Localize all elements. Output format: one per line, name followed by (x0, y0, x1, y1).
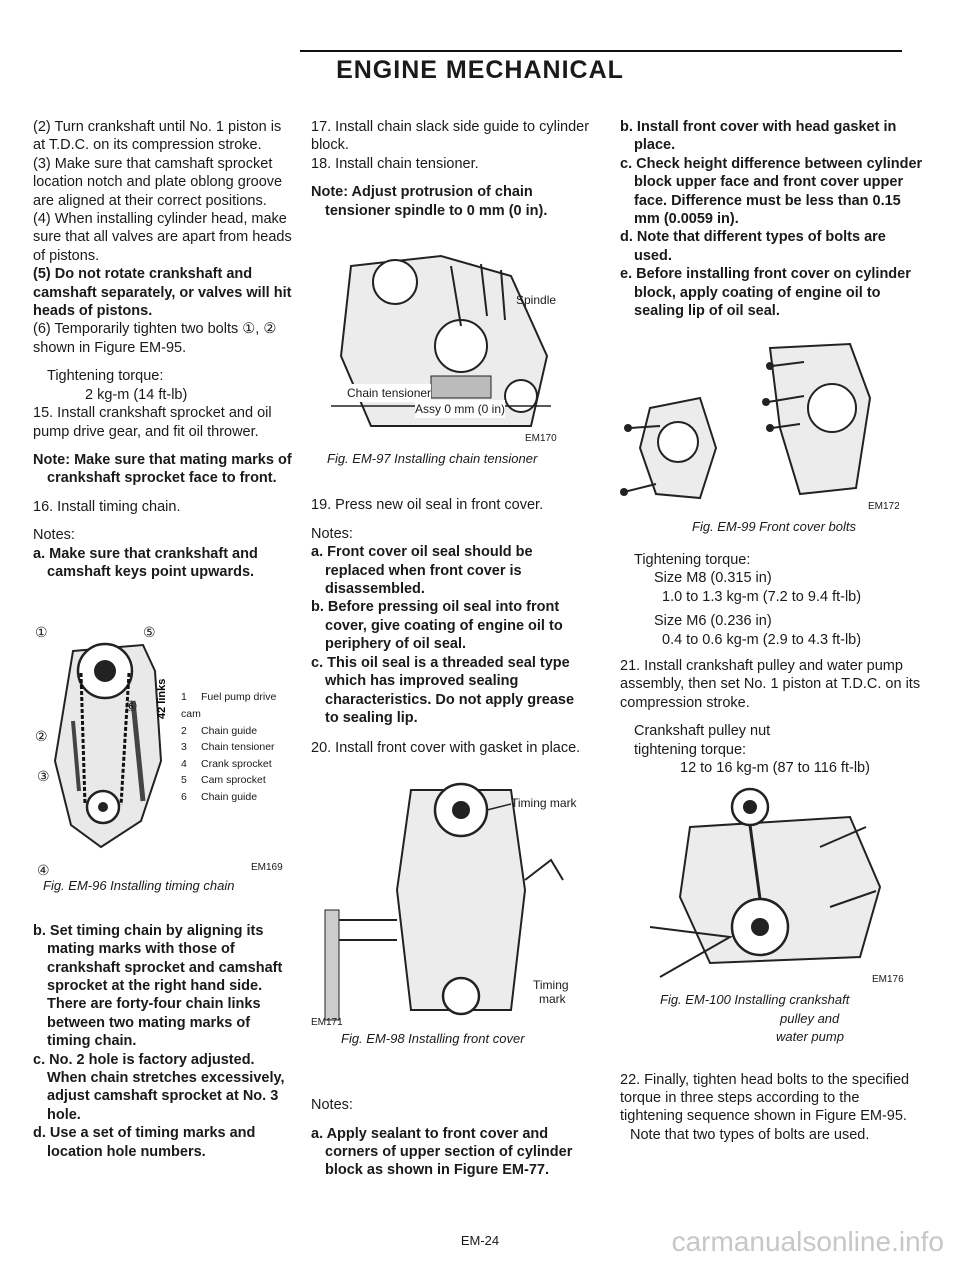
step-21: 21. Install crankshaft pulley and water pump assembly, then set No. 1 piston at T.D.C. on its compression stroke. (620, 657, 921, 711)
torque-label: Tightening torque: (47, 368, 164, 385)
figure-em96 (33, 611, 295, 901)
step-19: 19. Press new oil seal in front cover. (311, 497, 544, 514)
step-22: 22. Finally, tighten head bolts to the specified torque in three steps according to the tightening sequence shown in Figure EM-95. (620, 1071, 910, 1125)
figure-caption: Fig. EM-98 Installing front cover (341, 1030, 525, 1046)
page-number: EM-24 (460, 1233, 500, 1248)
page-title: ENGINE MECHANICAL (336, 56, 624, 84)
note-c: c. No. 2 hole is factory adjusted. When chain stretches excessively, adjust camshaft sprocket at No. 3 hole. (33, 1051, 285, 1123)
figure-code: EM171 (311, 1016, 343, 1028)
step-4: (4) When installing cylinder head, make sure that all valves are apart from heads of pistons. (33, 211, 292, 264)
figure-caption: Fig. EM-99 Front cover bolts (692, 519, 856, 535)
header-rule (300, 50, 902, 52)
legend-item: 3 Chain tensioner (181, 741, 275, 754)
callout-5: ⑤ (143, 624, 156, 641)
note-15: Note: Make sure that mating marks of crankshaft sprocket face to front. (33, 451, 292, 487)
step-2: (2) Turn crankshaft until No. 1 piston is at T.D.C. on its compression stroke. (33, 119, 282, 154)
column-3 (620, 118, 925, 1144)
note-e: e. Before installing front cover on cylinder block, apply coating of engine oil to sealing lip of oil seal. (620, 266, 911, 320)
note-b: b. Before pressing oil seal into front cover, give coating of engine oil to periphery of oil seal. (311, 599, 563, 653)
figure-em99 (620, 338, 925, 514)
legend-item: 1 Fuel pump drive cam (181, 691, 277, 720)
note-a: a. Make sure that crankshaft and camshaft keys point upwards. (33, 545, 258, 580)
figure-em97 (311, 236, 591, 446)
m6-torque: 0.4 to 0.6 kg-m (2.9 to 4.3 ft-lb) (662, 631, 862, 648)
notes-label: Notes: (311, 525, 353, 542)
step-16: 16. Install timing chain. (33, 498, 181, 515)
timing-mark-label-bottom-1: Timing (533, 977, 569, 992)
figure-caption-line-3: water pump (776, 1029, 844, 1045)
figure-code: EM172 (868, 501, 900, 513)
callout-3: ③ (37, 768, 50, 785)
step-20: 20. Install front cover with gasket in place. (311, 740, 581, 757)
tensioner-label: Chain tensioner (347, 384, 431, 402)
figure-code: EM176 (872, 974, 904, 986)
assy-label: Assy 0 mm (0 in) (415, 400, 505, 418)
note-a: a. Front cover oil seal should be replaced when front cover is disassembled. (311, 544, 533, 598)
note-18: Note: Adjust protrusion of chain tensioner spindle to 0 mm (0 in). (311, 184, 548, 219)
column-1 (33, 118, 295, 1161)
torque-label: Tightening torque: (634, 551, 751, 568)
figure-caption: Fig. EM-97 Installing chain tensioner (327, 451, 538, 467)
timing-mark-label-bottom-2: mark (539, 991, 566, 1006)
crankshaft-pulley-illustration (620, 787, 920, 985)
notes-label: Notes: (311, 1097, 353, 1114)
figure-code: EM170 (525, 433, 557, 445)
legend-item: 5 Cam sprocket (181, 774, 266, 787)
step-22-note: Note that two types of bolts are used. (630, 1126, 870, 1143)
pulley-torque: 12 to 16 kg-m (87 to 116 ft-lb) (680, 759, 870, 776)
step-18: 18. Install chain tensioner. (311, 155, 479, 172)
figure-caption-line-2: pulley and (780, 1010, 840, 1026)
timing-mark-label-top: Timing mark (511, 795, 577, 810)
column-2 (311, 118, 591, 1180)
note-b: b. Install front cover with head gasket in place. (620, 119, 897, 154)
m8-size: Size M8 (0.315 in) (654, 570, 772, 587)
legend-item: 2 Chain guide (181, 724, 258, 737)
figure-caption-line-1: Fig. EM-100 Installing crankshaft (660, 992, 850, 1008)
pulley-label-2: tightening torque: (634, 741, 747, 758)
figure-em98 (311, 770, 591, 1040)
note-d: d. Use a set of timing marks and location hole numbers. (33, 1125, 256, 1160)
callout-4: ④ (37, 862, 50, 879)
legend-item: 4 Crank sprocket (181, 757, 272, 770)
step-17: 17. Install chain slack side guide to cylinder block. (311, 119, 590, 154)
note-c: c. This oil seal is a threaded seal type which has improved sealing characteristics. Do not apply grease to sealing lip. (311, 654, 575, 726)
m8-torque: 1.0 to 1.3 kg-m (7.2 to 9.4 ft-lb) (662, 588, 862, 605)
legend-item: 6 Chain guide (181, 790, 258, 803)
step-15: 15. Install crankshaft sprocket and oil pump drive gear, and fit oil thrower. (33, 405, 272, 440)
note-c: c. Check height difference between cylinder block upper face and front cover upper face. Difference must be less than 0.15 mm (0.0059 in). (620, 155, 923, 228)
watermark: carmanualsonline.info (671, 1226, 944, 1257)
legend (181, 689, 295, 805)
m6-size: Size M6 (0.236 in) (654, 613, 772, 630)
note-d: d. Note that different types of bolts are used. (620, 229, 886, 264)
figure-em100 (620, 787, 925, 987)
spindle-label: Spindle (516, 293, 557, 308)
step-6: (6) Temporarily tighten two bolts ①, ② shown in Figure EM-95. (33, 321, 277, 356)
pulley-label-1: Crankshaft pulley nut (634, 723, 771, 740)
step-3: (3) Make sure that camshaft sprocket location notch and plate oblong groove are aligned at their correct positions. (33, 155, 283, 209)
callout-6: ⑥ (125, 698, 138, 715)
figure-code: EM169 (251, 862, 283, 874)
links-label: 42 links (156, 678, 168, 720)
callout-1: ① (35, 624, 48, 641)
figure-caption: Fig. EM-96 Installing timing chain (43, 878, 235, 894)
note-b: b. Set timing chain by aligning its mating marks with those of crankshaft sprocket and camshaft sprocket at the right hand side. There are forty-four chain links between two mating marks of timing chain. (33, 922, 283, 1050)
notes-label: Notes: (33, 527, 75, 544)
step-5: (5) Do not rotate crankshaft and camshaft separately, or valves will hit heads of pistons. (33, 266, 292, 320)
front-cover-bolts-illustration (620, 338, 920, 508)
note-a: a. Apply sealant to front cover and corners of upper section of cylinder block as shown in Figure EM-77. (311, 1125, 573, 1179)
torque-value: 2 kg-m (14 ft-lb) (85, 386, 188, 403)
callout-2: ② (35, 728, 48, 745)
